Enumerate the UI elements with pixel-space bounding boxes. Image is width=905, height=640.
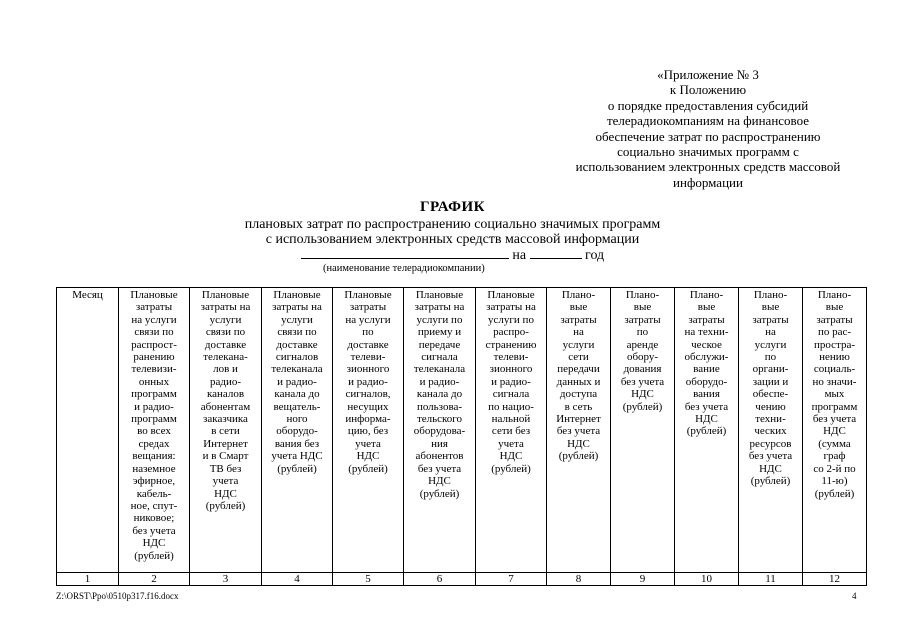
column-header-line: Плано- — [625, 289, 660, 301]
column-header — [547, 288, 611, 573]
column-header-line: в сети — [211, 425, 240, 438]
column-header-line: по — [636, 326, 649, 339]
column-header-line: распро- — [493, 326, 529, 339]
appendix-line: телерадиокомпаниям на финансовое — [606, 113, 810, 129]
column-header-line: вые — [825, 301, 844, 314]
column-header-line: вые — [633, 301, 652, 314]
column-header-line: Плановые — [273, 289, 321, 301]
document-title: ГРАФИК — [419, 199, 486, 215]
column-header-line: программ — [131, 388, 177, 401]
column-number: 3 — [190, 573, 262, 586]
column-header-line: (рублей) — [686, 425, 727, 438]
column-header — [675, 288, 739, 573]
appendix-header — [528, 67, 888, 190]
column-header-line: техни- — [755, 413, 786, 426]
column-header-line: (рублей) — [750, 475, 791, 488]
column-header-line: связи по — [134, 326, 174, 339]
column-header-line: зионного — [346, 363, 390, 376]
column-header-line: абонентам — [200, 400, 251, 413]
appendix-line: информации — [673, 174, 743, 190]
column-header-line: (рублей) — [558, 450, 599, 463]
company-name-blank[interactable] — [301, 247, 509, 259]
column-header-line: заказчика — [203, 413, 248, 426]
column-header-line: телекана- — [203, 351, 248, 364]
column-header-line: Плано- — [689, 289, 724, 301]
column-header-line: доступа — [559, 388, 598, 401]
year-label: год — [585, 248, 605, 263]
company-year-line — [0, 247, 905, 264]
column-header-line: затраты — [624, 313, 661, 326]
column-header-line: и радио- — [491, 375, 531, 388]
column-number: 1 — [57, 573, 119, 586]
column-header-line: оборудова- — [413, 425, 466, 438]
column-header-line: со 2-й по — [813, 462, 856, 475]
column-header-line: обору- — [626, 351, 659, 364]
column-header-line: вание — [693, 363, 720, 376]
column-header-line: без учета — [132, 524, 176, 537]
column-header-line: Плановые — [130, 289, 178, 301]
column-header — [333, 288, 404, 573]
column-header-line: кабель- — [136, 487, 172, 500]
header-row — [57, 288, 867, 573]
column-header-line: без учета — [556, 425, 601, 438]
column-header-line: ческих — [754, 425, 787, 438]
column-header-line: абонентов — [415, 450, 464, 463]
appendix-line: «Приложение № 3 — [657, 67, 759, 82]
column-header-line: и радио- — [419, 375, 460, 388]
column-header-line: сигнала — [492, 388, 530, 401]
on-label: на — [512, 248, 527, 263]
column-header-line: вания — [693, 388, 720, 401]
column-header-line: (рублей) — [348, 462, 388, 475]
column-header-line: пользова- — [416, 400, 463, 413]
column-header-line: но значи- — [812, 375, 857, 388]
column-header-line: никовое; — [133, 512, 175, 525]
column-header-line: затраты — [688, 313, 725, 326]
column-header-line: связи по — [277, 326, 317, 339]
column-header-line: услуги по — [416, 313, 463, 326]
column-header-line: онных — [138, 375, 170, 388]
column-header-line: затраты на — [272, 301, 322, 314]
column-header — [57, 288, 119, 573]
column-header-line: сигнала — [421, 351, 458, 364]
column-header-line: на — [573, 326, 584, 339]
column-header-line: средах — [138, 437, 170, 450]
column-header-line: затраты — [135, 301, 173, 314]
column-header-line: вещания: — [132, 450, 176, 463]
column-header-line: по нацио- — [488, 400, 534, 413]
column-header-line: (рублей) — [622, 400, 663, 413]
column-header-line: ТВ без — [209, 462, 242, 475]
appendix-line: социально значимых программ с — [617, 144, 799, 160]
column-header-line: оборудо- — [685, 375, 728, 388]
column-header-line: Плановые — [344, 289, 392, 301]
appendix-line: о порядке предоставления субсидий — [607, 97, 809, 113]
column-header-line: на услуги — [131, 313, 177, 326]
column-header-line: программ — [811, 400, 858, 413]
column-header-line: сети без — [491, 425, 531, 438]
column-header-line: НДС — [214, 487, 237, 500]
column-header-line: ческое — [691, 338, 722, 351]
column-header-line: нальной — [491, 413, 531, 426]
column-header-line: по рас- — [817, 326, 852, 339]
column-header-line: учета — [498, 437, 524, 450]
column-header — [476, 288, 547, 573]
column-header-line: Плано- — [753, 289, 788, 301]
column-header — [119, 288, 190, 573]
column-header-line: связи по — [205, 326, 246, 339]
document-subtitle — [0, 218, 905, 247]
column-header-line: несущих — [347, 400, 389, 413]
column-header-line: лов и — [213, 363, 238, 376]
column-header-line: данных и — [556, 375, 601, 388]
column-header-line: передаче — [418, 338, 461, 351]
column-header — [190, 288, 262, 573]
page-number: 4 — [852, 591, 857, 601]
column-header-line: (рублей) — [277, 462, 317, 475]
column-number-row — [57, 573, 867, 586]
column-header-line: сигналов — [275, 351, 319, 364]
column-header-line: затраты — [816, 313, 853, 326]
column-header-line: по — [362, 326, 374, 339]
column-header-line: НДС — [823, 425, 846, 438]
column-header-line: Плановые — [415, 289, 464, 301]
column-header-line: услуги по — [488, 313, 534, 326]
file-path: Z:\ORST\Ppo\0510p317.f16.docx — [56, 591, 179, 601]
expense-plan-table — [56, 287, 867, 586]
column-header-line: странению — [485, 338, 537, 351]
column-header-line: передачи — [557, 363, 600, 376]
column-header-line: по — [764, 351, 777, 364]
column-header-line: НДС — [499, 450, 523, 463]
subtitle-line: плановых затрат по распространению социально значимых программ — [244, 217, 661, 232]
column-header-line: НДС — [428, 475, 451, 488]
column-header-line: без учета — [812, 413, 857, 426]
column-header-line: на — [765, 326, 776, 339]
column-header — [262, 288, 333, 573]
column-header-line: 11-ю) — [821, 475, 848, 488]
appendix-line: к Положению — [669, 82, 747, 98]
column-header-line: информа- — [345, 413, 391, 426]
column-header-line: наземное — [132, 462, 176, 475]
column-header-line: доставке — [204, 338, 247, 351]
appendix-line: обеспечение затрат по распространению — [595, 128, 821, 144]
column-header-line: Плано- — [817, 289, 852, 301]
column-header — [739, 288, 803, 573]
column-header-line: НДС — [695, 413, 718, 426]
column-header-line: простра- — [813, 338, 856, 351]
column-header-line: учета — [355, 437, 381, 450]
column-header-line: НДС — [759, 462, 782, 475]
column-header-line: услуги — [754, 338, 787, 351]
column-header-line: зионного — [489, 363, 533, 376]
column-header-line: без учета — [748, 450, 793, 463]
column-number: 12 — [803, 573, 867, 586]
column-header-line: и радио- — [348, 375, 388, 388]
column-header-line: учета — [212, 475, 239, 488]
column-header-line: Интернет — [203, 437, 248, 450]
column-header-line: каналов — [206, 388, 245, 401]
column-header-line: (рублей) — [205, 499, 246, 512]
column-header-line: нению — [819, 351, 850, 364]
column-header-line: ресурсов — [749, 437, 792, 450]
column-header-line: затраты на — [200, 301, 251, 314]
column-header-line: телеканала — [413, 363, 466, 376]
column-header-line: вещатель- — [273, 400, 321, 413]
column-header-line: ное, спут- — [130, 499, 178, 512]
column-header-line: вые — [569, 301, 588, 314]
column-header-line: услуги — [562, 338, 595, 351]
column-header-line: учета НДС — [271, 450, 323, 463]
column-header-line: Плановые — [487, 289, 535, 301]
column-number: 6 — [404, 573, 476, 586]
column-header-line: радио- — [209, 375, 242, 388]
column-header-line: услуги — [209, 313, 242, 326]
column-header-line: телеканала — [271, 363, 323, 376]
column-header-line: телеви- — [493, 351, 529, 364]
column-header-line: граф — [823, 450, 846, 463]
column-header-line: чению — [755, 400, 786, 413]
column-header-line: Плано- — [561, 289, 596, 301]
column-number: 10 — [675, 573, 739, 586]
column-header-line: на техни- — [684, 326, 729, 339]
column-header-line: тельского — [416, 413, 463, 426]
column-header-line: (рублей) — [491, 462, 531, 475]
column-header-line: вые — [697, 301, 716, 314]
column-header-line: затраты на — [486, 301, 536, 314]
subtitle-line: с использованием электронных средств массовой информации — [265, 231, 640, 247]
column-header-line: (рублей) — [814, 487, 855, 500]
column-header-line: цию, без — [347, 425, 389, 438]
column-header-line: ранению — [133, 351, 175, 364]
column-header-line: аренде — [626, 338, 659, 351]
column-header-line: НДС — [356, 450, 380, 463]
column-header-line: доставке — [347, 338, 389, 351]
column-header — [803, 288, 867, 573]
column-number: 2 — [119, 573, 190, 586]
column-header-line: распрост- — [131, 338, 177, 351]
column-header-line: программ — [131, 413, 177, 426]
column-header-line: сети — [568, 351, 589, 364]
column-number: 4 — [262, 573, 333, 586]
column-number: 8 — [547, 573, 611, 586]
column-header-line: социаль- — [813, 363, 856, 376]
column-header-line: зации и — [752, 375, 789, 388]
column-header-line: обслужи- — [684, 351, 729, 364]
column-header-line: канала до — [274, 388, 320, 401]
column-header-line: без учета — [417, 462, 462, 475]
column-number: 7 — [476, 573, 547, 586]
column-header-line: мых — [824, 388, 845, 401]
column-header-line: на услуги — [345, 313, 391, 326]
column-header-line: Плановые — [201, 289, 250, 301]
column-header-line: сигналов, — [345, 388, 391, 401]
column-header — [404, 288, 476, 573]
appendix-line: использованием электронных средств массовой — [575, 159, 841, 175]
column-header-line: органи- — [752, 363, 789, 376]
column-header-line: оборудо- — [276, 425, 318, 438]
company-name-caption: (наименование телерадиокомпании) — [323, 263, 485, 274]
column-number: 11 — [739, 573, 803, 586]
column-header-line: без учета — [620, 375, 665, 388]
column-header-line: услуги — [281, 313, 313, 326]
column-header-line: и в Смарт — [202, 450, 249, 463]
column-number: 9 — [611, 573, 675, 586]
column-header-line: без учета — [684, 400, 729, 413]
column-header-line: во всех — [137, 425, 171, 438]
column-header-line: НДС — [631, 388, 654, 401]
column-header-line: приему и — [417, 326, 462, 339]
column-header-line: обеспе- — [752, 388, 789, 401]
column-header-line: телеви- — [350, 351, 386, 364]
column-header-line: в сеть — [564, 400, 593, 413]
column-header-line: НДС — [142, 537, 166, 550]
year-blank[interactable] — [530, 247, 582, 259]
column-header-line: НДС — [567, 437, 590, 450]
column-header-line: доставке — [276, 338, 318, 351]
column-header-line: затраты — [349, 301, 387, 314]
column-header-line: Месяц — [72, 289, 103, 301]
column-header-line: телевизи- — [131, 363, 177, 376]
column-header-line: вые — [761, 301, 780, 314]
column-header-line: вания без — [274, 437, 320, 450]
column-header-line: затраты — [752, 313, 789, 326]
column-header-line: канала до — [416, 388, 463, 401]
column-header-line: затраты — [560, 313, 597, 326]
column-number: 5 — [333, 573, 404, 586]
column-header-line: (сумма — [818, 437, 851, 450]
column-header-line: и радио- — [134, 400, 174, 413]
column-header-line: (рублей) — [419, 487, 460, 500]
column-header-line: (рублей) — [134, 549, 174, 562]
column-header-line: эфирное, — [132, 475, 176, 488]
column-header-line: затраты на — [414, 301, 465, 314]
column-header-line: ния — [431, 437, 448, 450]
column-header-line: и радио- — [277, 375, 317, 388]
column-header-line: Интернет — [556, 413, 601, 426]
column-header-line: дования — [623, 363, 662, 376]
column-header — [611, 288, 675, 573]
column-header-line: ного — [286, 413, 308, 426]
